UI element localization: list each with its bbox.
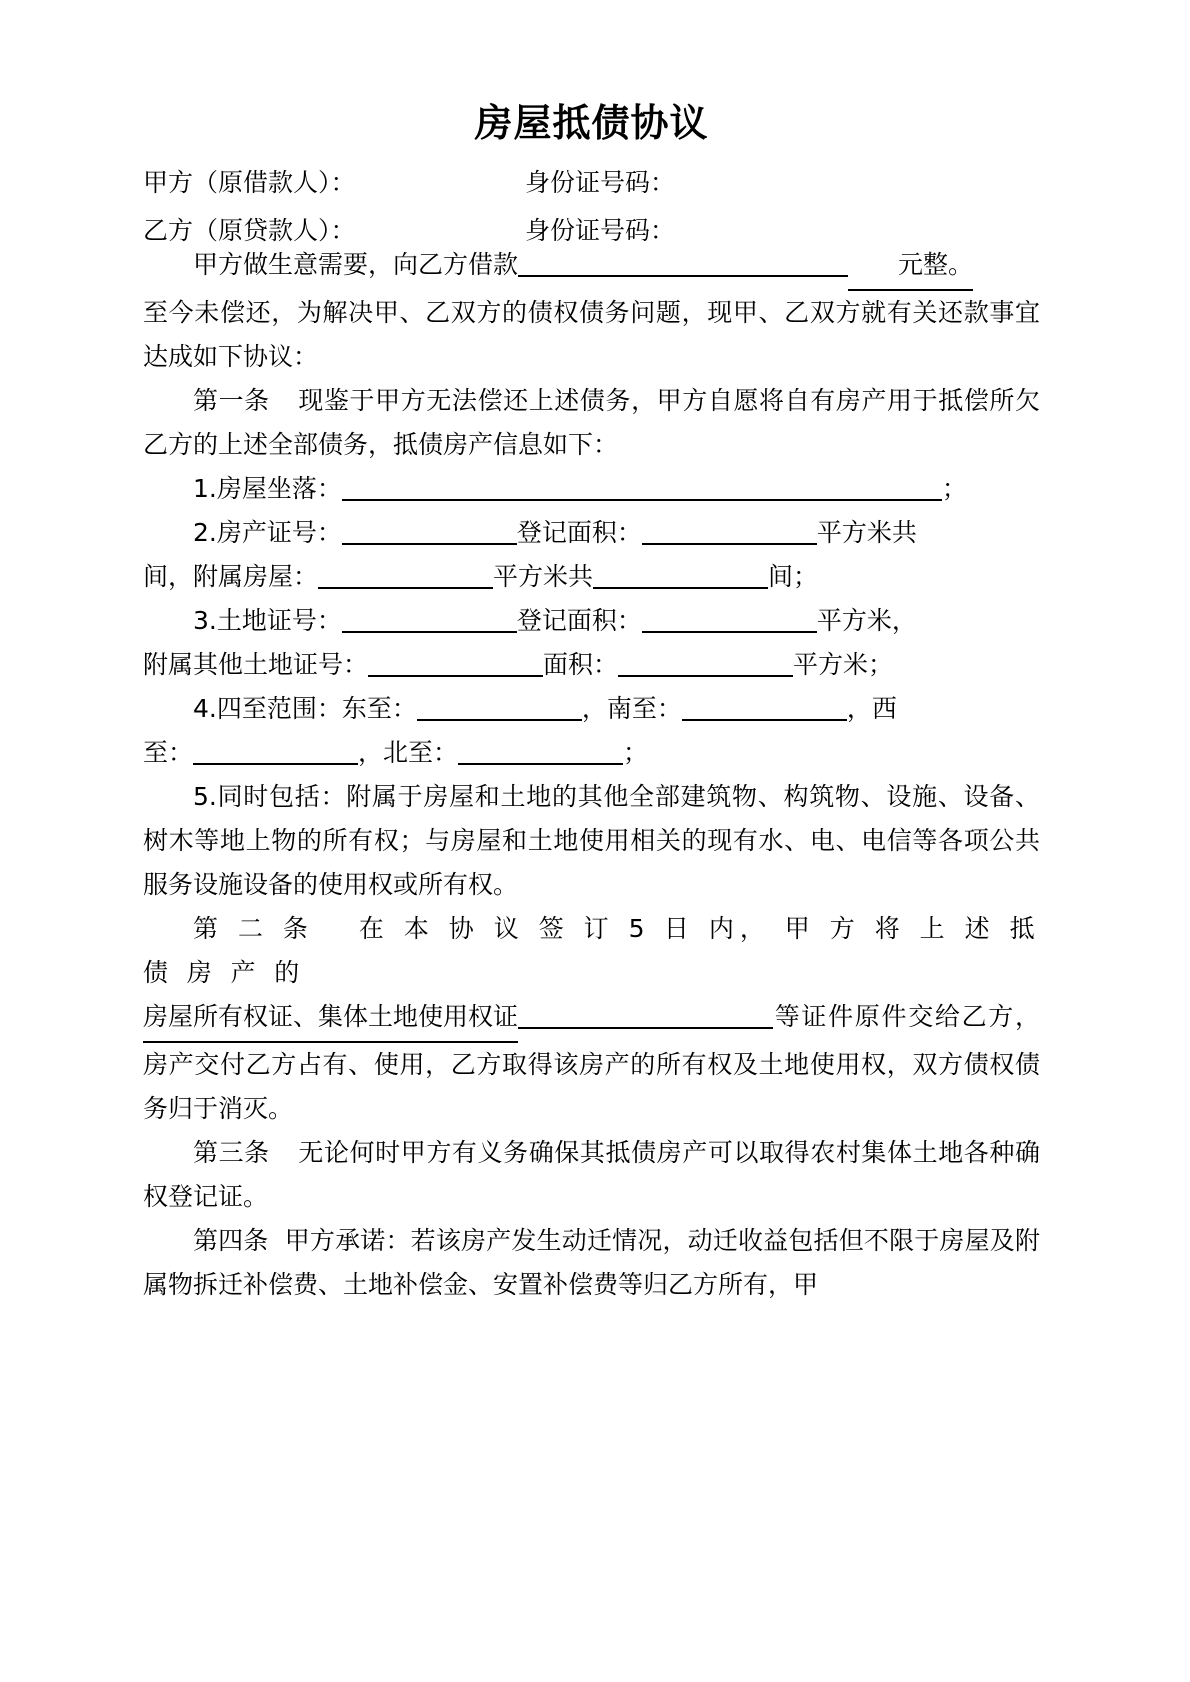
item-4-label-south: ，南至： <box>581 693 682 723</box>
intro-unit-text: 元整。 <box>848 243 973 291</box>
article-1-item-1 <box>143 467 1040 511</box>
party-row-yifang <box>143 215 1040 245</box>
article-3-paragraph <box>143 1131 1040 1219</box>
party-label-yifang: 乙方（原贷款人）： <box>143 215 356 245</box>
item-4-label-west-rest: 至： <box>143 737 194 767</box>
item-2-unit-sqm-2: 平方米共 <box>493 561 594 591</box>
other-land-area-blank[interactable] <box>618 675 793 677</box>
article-1-item-3 <box>143 599 1040 687</box>
boundary-west-blank[interactable] <box>193 763 358 765</box>
article-3-name: 第三条 <box>193 1137 270 1167</box>
item-2-label-annex: 间，附属房屋： <box>143 561 319 591</box>
item-2-number: 2. <box>193 517 217 547</box>
party-id-label-jiafang: 身份证号码： <box>525 167 676 197</box>
item-1-number: 1. <box>193 473 217 503</box>
item-1-terminator: ； <box>941 473 967 503</box>
item-4-number: 4. <box>193 693 217 723</box>
article-1-item-5 <box>143 775 1040 907</box>
item-3-unit-sqm: 平方米， <box>816 605 917 635</box>
article-1-paragraph <box>143 379 1040 467</box>
article-2-first-line <box>143 907 1040 995</box>
article-1-item-4 <box>143 687 1040 775</box>
item-3-label-area: 登记面积： <box>516 605 642 635</box>
house-location-blank[interactable] <box>342 499 942 501</box>
item-1-label: 房屋坐落： <box>216 473 342 503</box>
registered-area-blank[interactable] <box>642 543 817 545</box>
article-2-heading-text: 第 二 条 在 本 协 议 签 订 5 日 内， 甲 方 将 上 述 抵 债 房 产 的 <box>143 913 1040 987</box>
item-2-unit-sqm: 平方米共 <box>816 517 917 547</box>
item-3-label-landcert: 土地证号： <box>216 605 342 635</box>
article-2-paragraph <box>143 995 1040 1131</box>
land-registered-area-blank[interactable] <box>642 631 817 633</box>
annex-house-area-blank[interactable] <box>318 587 493 589</box>
item-4-label-west-part: ，西 <box>846 693 897 723</box>
item-4-label-north: ，北至： <box>358 737 459 767</box>
item-4-label-east: 四至范围：东至： <box>216 693 417 723</box>
article-1-name: 第一条 <box>193 385 270 415</box>
item-2-label-cert: 房产证号： <box>216 517 342 547</box>
article-3-text: 无论何时甲方有义务确保其抵债房产可以取得农村集体土地各种确权登记证。 <box>143 1137 1040 1211</box>
certificates-extra-blank[interactable] <box>518 1027 773 1029</box>
article-2-after-fill: 等证件原件交 <box>773 1001 935 1031</box>
item-5-number: 5. <box>193 781 217 811</box>
article-4-text: 甲方承诺：若该房产发生动迁情况，动迁收益包括但不限于房屋及附属物拆迁补偿费、土地补偿金、安置补偿费等归乙方所有，甲 <box>143 1225 1040 1299</box>
loan-amount-blank[interactable] <box>518 275 848 277</box>
item-4-terminator: ； <box>623 737 649 767</box>
item-3-label-other-land: 附属其他土地证号： <box>143 649 369 679</box>
item-3-terminator: 平方米； <box>793 649 894 679</box>
article-1-text: 现鉴于甲方无法偿还上述债务，甲方自愿将自有房产用于抵偿所欠乙方的上述全部债务，抵债房产信息如下： <box>143 385 1040 459</box>
article-1-item-2 <box>143 511 1040 599</box>
item-5-text: 同时包括：附属于房屋和土地的其他全部建筑物、构筑物、设施、设备、树木等地上物的所有权；与房屋和土地使用相关的现有水、电、电信等各项公共服务设施设备的使用权或所有权。 <box>143 781 1040 899</box>
article-4-name: 第四条 <box>193 1225 269 1255</box>
boundary-east-blank[interactable] <box>417 719 582 721</box>
item-2-terminator: 间； <box>768 561 819 591</box>
other-land-cert-number-blank[interactable] <box>368 675 543 677</box>
intro-paragraph <box>143 243 1040 379</box>
annex-house-rooms-blank[interactable] <box>593 587 768 589</box>
party-row-jiafang <box>143 167 1040 197</box>
certificates-filled-text: 房屋所有权证、集体土地使用权证 <box>143 995 518 1043</box>
property-cert-number-blank[interactable] <box>342 543 517 545</box>
item-3-label-area-2: 面积： <box>543 649 619 679</box>
party-id-label-yifang: 身份证号码： <box>525 215 676 245</box>
party-label-jiafang: 甲方（原借款人）： <box>143 167 356 197</box>
item-2-label-area: 登记面积： <box>516 517 642 547</box>
article-2-rest: 给乙方，房产交付乙方占有、使用，乙方取得该房产的所有权及土地使用权，双方债权债务归于消灭。 <box>143 1001 1040 1123</box>
article-4-paragraph <box>143 1219 1040 1307</box>
intro-lead-text: 甲方做生意需要，向乙方借款 <box>193 249 519 279</box>
boundary-north-blank[interactable] <box>458 763 623 765</box>
land-cert-number-blank[interactable] <box>342 631 517 633</box>
item-3-number: 3. <box>193 605 217 635</box>
intro-rest-text: 至今未偿还，为解决甲、乙双方的债权债务问题，现甲、乙双方就有关还款事宜达成如下协议： <box>143 297 1040 371</box>
boundary-south-blank[interactable] <box>682 719 847 721</box>
page-title: 房屋抵债协议 <box>474 101 709 145</box>
